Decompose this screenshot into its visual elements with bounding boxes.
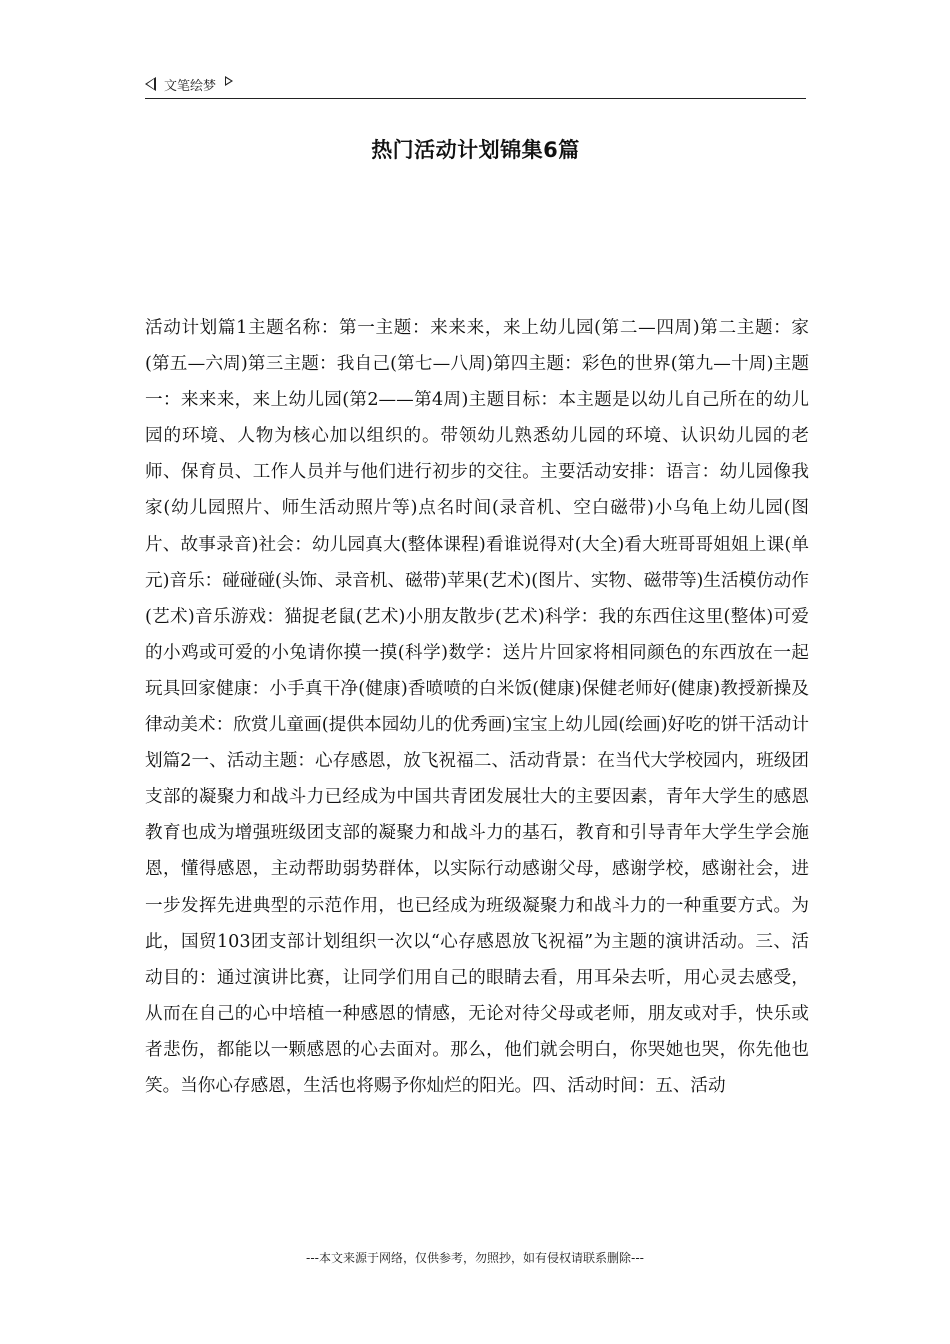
body-paragraph: 活动计划篇1主题名称：第一主题：来来来，来上幼儿园(第二—四周)第二主题：家(第五—六周)第三主题：我自己(第七—八周)第四主题：彩色的世界(第九—十周)主题一：来来来，来上幼儿园(第2——第4周)主题目标：本主题是以幼儿自己所在的幼儿园的环境、人物为核心加以组织的。带领幼儿熟悉幼儿园的环境、认识幼儿园的老师、保育员、工作人员并与他们进行初步的交往。主要活动安排：语言：幼儿园像我家(幼儿园照片、师生活动照片等)点名时间(录音机、空白磁带)小乌龟上幼儿园(图片、故事录音)社会：幼儿园真大(整体课程)看谁说得对(大全)看大班哥哥姐姐上课(单元)音乐：碰碰碰(头饰、录音机、磁带)苹果(艺术)(图片、实物、磁带等)生活模仿动作(艺术)音乐游戏：猫捉老鼠(艺术)小朋友散步(艺术)科学：我的东西住这里(整体)可爱的小鸡或可爱的小兔请你摸一摸(科学)数学：送片片回家将相同颜色的东西放在一起玩具回家健康：小手真干净(健康)香喷喷的白米饭(健康)保健老师好(健康)教授新操及律动美术：欣赏儿童画(提供本园幼儿的优秀画)宝宝上幼儿园(绘画)好吃的饼干活动计划篇2一、活动主题：心存感恩，放飞祝福二、活动背景：在当代大学校园内，班级团支部的凝聚力和战斗力已经成为中国共青团发展壮大的主要因素，青年大学生的感恩教育也成为增强班级团支部的凝聚力和战斗力的基石，教育和引导青年大学生学会施恩，懂得感恩，主动帮助弱势群体，以实际行动感谢父母，感谢学校，感谢社会，进一步发挥先进典型的示范作用，也已经成为班级凝聚力和战斗力的一种重要方式。为此，国贸103团支部计划组织一次以“心存感恩放飞祝福”为主题的演讲活动。三、活动目的：通过演讲比赛，让同学们用自己的眼睛去看，用耳朵去听，用心灵去感受，从而在自己的心中培植一种感恩的情感，无论对待父母或老师，朋友或对手，快乐或者悲伤，都能以一颗感恩的心去面对。那么，他们就会明白，你哭她也哭，你先他也笑。当你心存感恩，生活也将赐予你灿烂的阳光。四、活动时间：五、活动 <box>145 318 809 1096</box>
header-brand <box>145 74 233 94</box>
triangle-right-icon <box>225 76 233 86</box>
footer-disclaimer: ---本文来源于网络，仅供参考，勿照抄，如有侵权请联系删除--- <box>306 1251 644 1265</box>
brand-label: 文笔绘梦 <box>164 78 217 94</box>
page-header <box>145 74 806 99</box>
document-title: 热门活动计划锦集6篇 <box>371 138 580 162</box>
triangle-left-icon <box>145 77 156 91</box>
